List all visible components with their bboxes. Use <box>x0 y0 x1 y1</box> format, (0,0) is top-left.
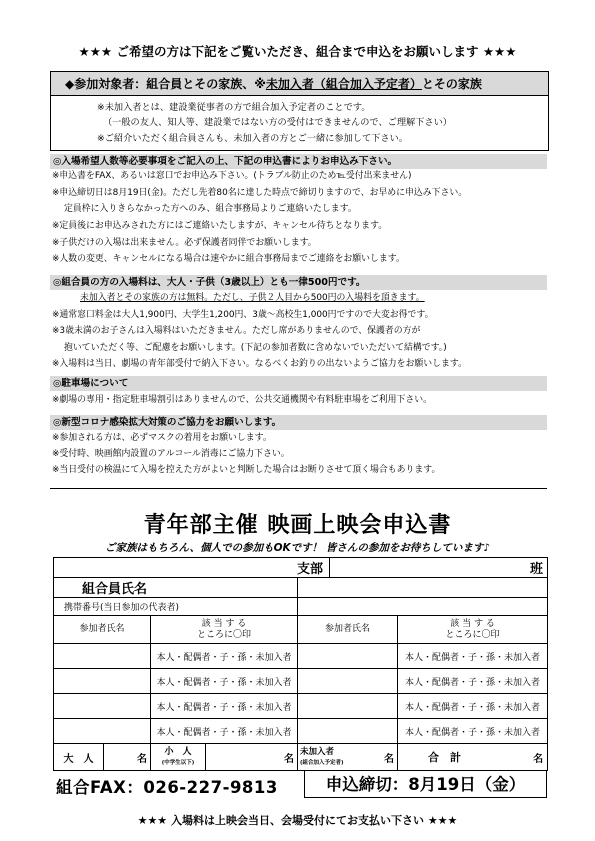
parking-note: ※劇場の専用・指定駐車場割引はありませんので、公共交通機関や有料駐車場をご利用下さい。 <box>52 395 433 405</box>
branch-label: 支部 <box>297 562 324 577</box>
child-label: 小 人 (中学生以下) <box>151 744 206 771</box>
category-options[interactable]: 本人・配偶者・子・孫・未加入者 <box>398 669 548 694</box>
section-parking-heading: ◎駐車場について <box>50 376 547 391</box>
eligibility-heading-c: とその家族 <box>421 77 482 91</box>
fax-number: 組合FAX：026-227-9813 <box>56 778 278 797</box>
adult-unit: 名 <box>137 753 147 765</box>
branch-field[interactable] <box>54 558 330 578</box>
participant-name-field[interactable] <box>54 694 151 719</box>
category-options[interactable]: 本人・配偶者・子・孫・未加入者 <box>151 669 298 694</box>
eligibility-heading-nonmember: 未加入者（組合加入予定者） <box>265 77 422 91</box>
category-options[interactable]: 本人・配偶者・子・孫・未加入者 <box>398 719 548 744</box>
applicable-header: 該 当 す る ところに〇印 <box>398 616 548 644</box>
participant-name-field[interactable] <box>298 644 398 669</box>
phone-field[interactable] <box>298 598 548 616</box>
member-name-field[interactable] <box>298 578 548 598</box>
covid-note: ※当日受付の検温にて入場を控えた方がよいと判断した場合はお断りさせて頂く場合もあります。 <box>52 465 441 475</box>
category-options[interactable]: 本人・配偶者・子・孫・未加入者 <box>151 719 298 744</box>
section-covid-heading: ◎新型コロナ感染拡大対策のご協力をお願いします。 <box>50 415 547 430</box>
participant-name-field[interactable] <box>54 644 151 669</box>
eligibility-box <box>50 71 549 151</box>
participant-name-header: 参加者氏名 <box>298 616 398 644</box>
participant-name-field[interactable] <box>298 669 398 694</box>
participant-name-header: 参加者氏名 <box>54 616 151 644</box>
application-note: ※申込締切日は8月19日(金)。ただし先着80名に達した時点で締切りますので、お早めに申込み下さい。 <box>52 188 468 198</box>
child-count-field[interactable] <box>206 744 298 771</box>
application-note: ※人数の変更、キャンセルになる場合は速やかに組合事務局までご連絡をお願いします。 <box>52 254 405 264</box>
category-options[interactable]: 本人・配偶者・子・孫・未加入者 <box>398 644 548 669</box>
nonmember-note: (組合加入予定者) <box>300 759 344 766</box>
member-name-label: 組合員氏名 <box>82 582 148 597</box>
application-note: ※定員後にお申込みされた方にはご連絡いたしますが、キャンセル待ちとなります。 <box>52 221 388 231</box>
top-banner: ★★★ ご希望の方は下記をご覧いただき、組合まで申込をお願いします ★★★ <box>78 44 517 59</box>
fee-note: ※3歳未満のお子さんは入場料はいただきません。ただし席がありませんので、保護者の方が <box>52 326 421 336</box>
participant-name-field[interactable] <box>54 719 151 744</box>
group-field[interactable] <box>330 558 548 578</box>
fee-note: ※入場料は当日、劇場の青年部受付で納入下さい。なるべくお釣りの出ないようご協力をお願いします。 <box>52 359 467 369</box>
category-options[interactable]: 本人・配偶者・子・孫・未加入者 <box>398 694 548 719</box>
child-unit: 名 <box>284 753 294 765</box>
footer-note: ★★★ 入場料は上映会当日、会場受付にてお支払い下さい ★★★ <box>137 814 458 827</box>
member-name-label-cell <box>54 578 298 598</box>
deadline-box: 申込締切：8月19日（金） <box>304 770 547 798</box>
fee-note: 抱いていただく等、ご配慮をお願いします。(下記の参加者数に含めないでいただいて結構です。) <box>64 343 447 353</box>
category-options[interactable]: 本人・配偶者・子・孫・未加入者 <box>151 694 298 719</box>
application-form <box>53 557 548 771</box>
nonmember-count-field[interactable] <box>298 744 398 771</box>
category-options[interactable]: 本人・配偶者・子・孫・未加入者 <box>151 644 298 669</box>
section-fee-heading: ◎組合員の方の入場料は、大人・子供（3歳以上）とも一律500円です。 <box>50 275 547 290</box>
applicable-header: 該 当 す る ところに〇印 <box>151 616 298 644</box>
total-label: 合 計 <box>428 751 462 764</box>
covid-note: ※受付時、映画館内設置のアルコール消毒にご協力下さい。 <box>52 449 290 459</box>
phone-label: 携帯番号(当日参加の代表者) <box>64 603 180 613</box>
form-subtitle: ご家族はもちろん、個人での参加もOKです！ 皆さんの参加をお待ちしています♪ <box>104 542 491 554</box>
child-note: (中学生以下) <box>161 759 195 766</box>
nonmember-unit: 名 <box>384 753 395 765</box>
application-note: ※申込書をFAX、あるいは窓口でお申込み下さい。(トラブル防止のため℡受付出来ません) <box>52 171 412 181</box>
phone-label-cell <box>54 598 298 616</box>
fee-nonmember-note: 未加入者とその家族の方は無料。ただし、子供２人目から500円の入場料を頂きます。 <box>80 293 425 303</box>
adult-count-field[interactable] <box>104 744 151 771</box>
participant-name-field[interactable] <box>54 669 151 694</box>
form-title: 青年部主催 映画上映会申込書 <box>143 513 452 538</box>
covid-note: ※参加される方は、必ずマスクの着用をお願いします。 <box>52 433 272 443</box>
eligibility-heading-a: ◆参加対象者：組合員とその家族、※ <box>65 77 266 91</box>
application-note: 定員枠に入りきらなかった方へのみ、組合事務局よりご連絡いたします。 <box>64 204 357 214</box>
eligibility-heading <box>51 72 548 96</box>
total-unit: 名 <box>533 753 544 765</box>
eligibility-note: （一般の友人、知人等、建設業ではない方の受付はできませんので、ご理解下さい） <box>103 117 452 128</box>
section-application-heading: ◎入場希望人数等必要事項をご記入の上、下記の申込書によりお申込み下さい。 <box>50 154 547 169</box>
application-note: ※子供だけの入場は出来ません。必ず保護者同伴でお願いします。 <box>52 238 317 248</box>
eligibility-note: ※未加入者とは、建設業従事者の方で組合加入予定者のことです。 <box>97 102 371 113</box>
divider <box>50 488 547 489</box>
group-label: 班 <box>530 562 544 577</box>
total-count-field[interactable] <box>398 744 548 771</box>
participant-name-field[interactable] <box>298 719 398 744</box>
eligibility-note: ※ご紹介いただく組合員さんも、未加入者の方とご一緒に参加して下さい。 <box>97 133 408 144</box>
participant-name-field[interactable] <box>298 694 398 719</box>
adult-label: 大 人 <box>54 744 104 771</box>
nonmember-label: 未加入者 <box>300 746 335 757</box>
fee-note: ※通常窓口料金は大人1,900円、大学生1,200円、3歳～高校生1,000円ですので大変お得です。 <box>52 310 434 320</box>
